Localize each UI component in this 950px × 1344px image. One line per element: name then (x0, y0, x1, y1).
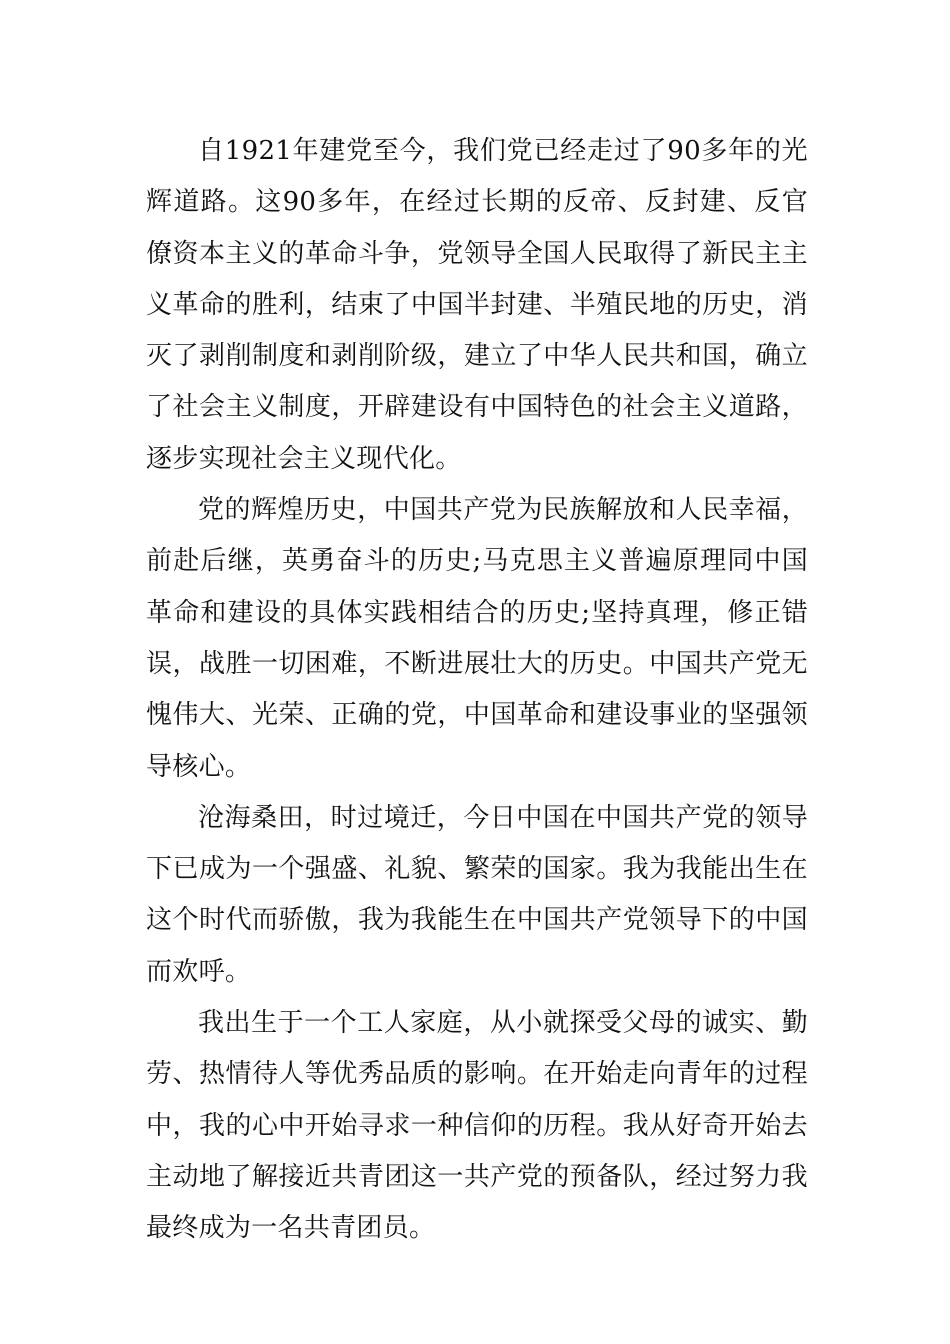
paragraph-3: 沧海桑田，时过境迁，今日中国在中国共产党的领导下已成为一个强盛、礼貌、繁荣的国家。我为我能出生在这个时代而骄傲，我为我能生在中国共产党领导下的中国而欢呼。 (146, 802, 808, 987)
document-body (146, 126, 808, 1255)
paragraph-2: 党的辉煌历史，中国共产党为民族解放和人民幸福，前赴后继，英勇奋斗的历史;马克思主义普遍原理同中国革命和建设的具体实践相结合的历史;坚持真理，修正错误，战胜一切困难，不断进展壮大的历史。中国共产党无愧伟大、光荣、正确的党，中国革命和建设事业的坚强领导核心。 (146, 495, 808, 782)
paragraph-1: 自1921年建党至今，我们党已经走过了90多年的光辉道路。这90多年，在经过长期的反帝、反封建、反官僚资本主义的革命斗争，党领导全国人民取得了新民主主义革命的胜利，结束了中国半封建、半殖民地的历史，消灭了剥削制度和剥削阶级，建立了中华人民共和国，确立了社会主义制度，开辟建设有中国特色的社会主义道路，逐步实现社会主义现代化。 (146, 136, 808, 474)
paragraph-4: 我出生于一个工人家庭，从小就探受父母的诚实、勤劳、热情待人等优秀品质的影响。在开始走向青年的过程中，我的心中开始寻求一种信仰的历程。我从好奇开始去主动地了解接近共青团这一共产党的预备队，经过努力我最终成为一名共青团员。 (146, 1008, 808, 1244)
